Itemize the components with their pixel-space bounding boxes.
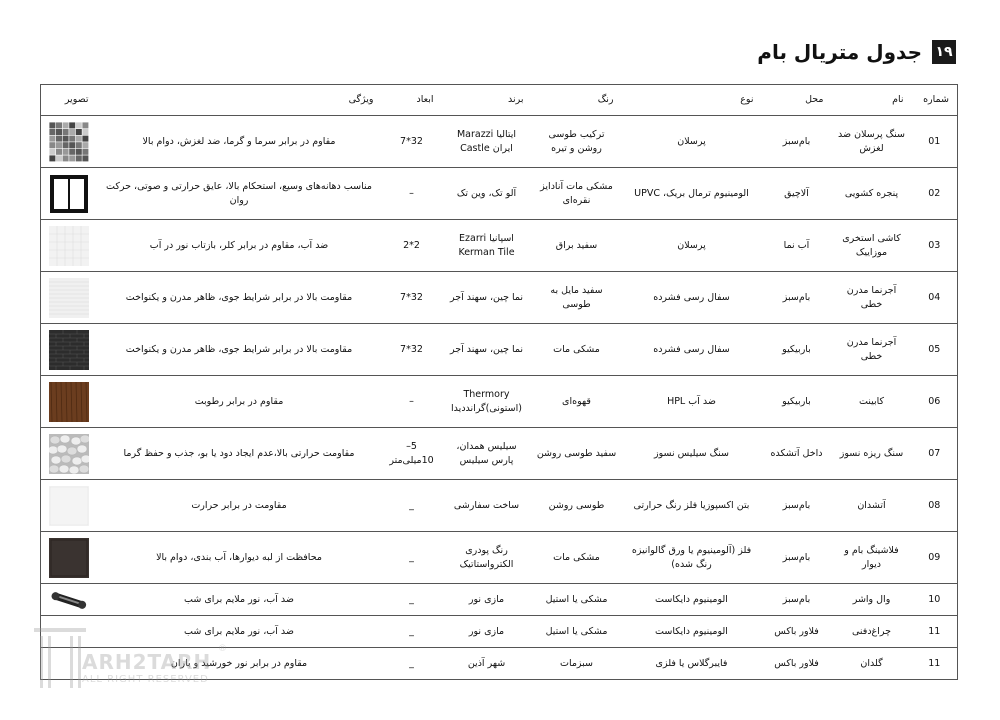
row-number: 01 [912, 116, 958, 168]
row-type: الومینیوم دایکاست [622, 616, 762, 648]
page-header [757, 40, 956, 64]
row-number: 11 [912, 616, 958, 648]
table-header-row [41, 85, 958, 116]
row-place: بام‌سبز [762, 272, 832, 324]
row-type: پرسلان [622, 116, 762, 168]
row-place: آب نما [762, 220, 832, 272]
row-brand: مازی نور [442, 584, 532, 616]
row-place: بام‌سبز [762, 116, 832, 168]
row-type: الومینیوم ترمال بریک، UPVC [622, 168, 762, 220]
row-image [41, 616, 97, 648]
row-brand: نما چین، سهند آجر [442, 272, 532, 324]
row-name: وال واشر [832, 584, 912, 616]
row-feature: مقاومت بالا در برابر شرایط جوی، ظاهر مدرن و یکنواخت [97, 324, 382, 376]
row-brand: رنگ پودری الکترواستاتیک [442, 532, 532, 584]
row-place: فلاور باکس [762, 616, 832, 648]
materials-table [40, 84, 958, 680]
row-color: طوسی روشن [532, 480, 622, 532]
row-type: سنگ سیلیس نسوز [622, 428, 762, 480]
row-color: سبز‌مات [532, 648, 622, 680]
row-feature: مقاوم در برابر نور خورشید و باران [97, 648, 382, 680]
row-image [41, 584, 97, 616]
row-image [41, 324, 97, 376]
row-name: چراغ‌دفنی [832, 616, 912, 648]
row-name: کابینت [832, 376, 912, 428]
row-image [41, 116, 97, 168]
row-image [41, 428, 97, 480]
row-number: 11 [912, 648, 958, 680]
row-dimensions: 32*7 [382, 272, 442, 324]
col-header-place: محل [762, 85, 832, 116]
row-dimensions: _ [382, 480, 442, 532]
row-number: 05 [912, 324, 958, 376]
row-image [41, 532, 97, 584]
row-name: پنجره کشویی [832, 168, 912, 220]
col-header-number: شماره [912, 85, 958, 116]
row-image [41, 272, 97, 324]
row-brand: اسپانیا Ezarri Kerman Tile [442, 220, 532, 272]
table-row [41, 168, 958, 220]
row-color: مشکی مات [532, 532, 622, 584]
row-brand: ایتالیا Marazzi ایران Castle [442, 116, 532, 168]
col-header-dimensions: ابعاد [382, 85, 442, 116]
row-place: بام‌سبز [762, 532, 832, 584]
row-type: فلز (آلومینیوم یا ورق گالوانیزه رنگ شده) [622, 532, 762, 584]
row-brand: سیلیس همدان، پارس سیلیس [442, 428, 532, 480]
row-image [41, 480, 97, 532]
row-color: سفید براق [532, 220, 622, 272]
row-name: گلدان [832, 648, 912, 680]
row-place: بام‌سبز [762, 480, 832, 532]
table-row [41, 584, 958, 616]
row-number: 08 [912, 480, 958, 532]
black-linear-brick-icon [45, 330, 93, 370]
row-type: سفال رسی فشرده [622, 272, 762, 324]
row-dimensions: _ [382, 532, 442, 584]
light-concrete-icon [45, 486, 93, 526]
row-brand: ساخت سفارشی [442, 480, 532, 532]
row-name: آجرنما مدرن خطی [832, 324, 912, 376]
watermark-rights: ALL RIGHT RESERVED [82, 674, 209, 685]
row-name: سنگ پرسلان ضد لغزش [832, 116, 912, 168]
row-type: سفال رسی فشرده [622, 324, 762, 376]
table-row [41, 648, 958, 680]
col-header-image: تصویر [41, 85, 97, 116]
row-place: آلاچیق [762, 168, 832, 220]
row-type: فایبرگلاس یا فلزی [622, 648, 762, 680]
row-color: قهوه‌ای [532, 376, 622, 428]
wall-washer-light-icon [45, 588, 93, 612]
row-feature: مقاومت در برابر حرارت [97, 480, 382, 532]
row-type: پرسلان [622, 220, 762, 272]
row-brand: Thermory (استونی)گرانددیدا [442, 376, 532, 428]
row-color: ترکیب طوسی روشن و تیره [532, 116, 622, 168]
row-feature: محافظت از لبه دیوارها، آب بندی، دوام بالا [97, 532, 382, 584]
row-feature: مقاوم در برابر سرما و گرما، ضد لغزش، دوام بالا [97, 116, 382, 168]
row-dimensions: – [382, 168, 442, 220]
row-number: 10 [912, 584, 958, 616]
row-place: باربیکیو [762, 324, 832, 376]
row-feature: ضد آب، نور ملایم برای شب [97, 616, 382, 648]
table-row [41, 428, 958, 480]
dark-metal-sheet-icon [45, 538, 93, 578]
row-image [41, 376, 97, 428]
col-header-name: نام [832, 85, 912, 116]
row-type: الومینیوم دایکاست [622, 584, 762, 616]
row-place: فلاور باکس [762, 648, 832, 680]
row-color: سفید طوسی روشن [532, 428, 622, 480]
row-dimensions: _ [382, 616, 442, 648]
row-feature: مقاومت بالا در برابر شرایط جوی، ظاهر مدرن و یکنواخت [97, 272, 382, 324]
row-image [41, 648, 97, 680]
row-type: ضد آب HPL [622, 376, 762, 428]
row-image [41, 168, 97, 220]
table-row [41, 324, 958, 376]
table-row [41, 116, 958, 168]
col-header-brand: برند [442, 85, 532, 116]
row-brand: مازی نور [442, 616, 532, 648]
row-brand: آلو تک، وین تک [442, 168, 532, 220]
row-dimensions: 32*7 [382, 324, 442, 376]
col-header-type: نوع [622, 85, 762, 116]
row-feature: ضد آب، نور ملایم برای شب [97, 584, 382, 616]
table-row [41, 480, 958, 532]
row-name: آجرنما مدرن خطی [832, 272, 912, 324]
brown-wood-panel-icon [45, 382, 93, 422]
table-row [41, 272, 958, 324]
watermark-brand: ARH2TARH [82, 650, 212, 674]
row-feature: مقاوم در برابر رطوبت [97, 376, 382, 428]
row-place: باربیکیو [762, 376, 832, 428]
row-name: آتشدان [832, 480, 912, 532]
row-color: سفید مایل به طوسی [532, 272, 622, 324]
row-image [41, 220, 97, 272]
row-feature: مناسب دهانه‌های وسیع، استحکام بالا، عایق حرارتی و صوتی، حرکت روان [97, 168, 382, 220]
black-sliding-window-icon [45, 174, 93, 214]
row-dimensions: 5–10میلی‌متر [382, 428, 442, 480]
row-color: مشکی مات [532, 324, 622, 376]
col-header-color: رنگ [532, 85, 622, 116]
white-linear-brick-icon [45, 278, 93, 318]
row-color: مشکی یا استیل [532, 584, 622, 616]
row-number: 03 [912, 220, 958, 272]
row-number: 06 [912, 376, 958, 428]
row-color: مشکی مات آنادایز نقره‌ای [532, 168, 622, 220]
row-feature: مقاومت حرارتی بالا،عدم ایجاد دود یا بو، جذب و حفظ گرما [97, 428, 382, 480]
row-dimensions: _ [382, 648, 442, 680]
row-dimensions: 32*7 [382, 116, 442, 168]
row-name: کاشی استخری موزاییک [832, 220, 912, 272]
watermark-registered-mark: ® [218, 644, 227, 654]
row-name: فلاشینگ بام و دیوار [832, 532, 912, 584]
row-dimensions: 2*2 [382, 220, 442, 272]
row-name: سنگ ریزه نسوز [832, 428, 912, 480]
row-number: 02 [912, 168, 958, 220]
row-feature: ضد آب، مقاوم در برابر کلر، بازتاب نور در آب [97, 220, 382, 272]
row-dimensions: _ [382, 584, 442, 616]
table-row [41, 376, 958, 428]
row-brand: شهر آذین [442, 648, 532, 680]
table-body [41, 116, 958, 680]
row-number: 07 [912, 428, 958, 480]
white-pebbles-icon [45, 434, 93, 474]
row-number: 04 [912, 272, 958, 324]
page-number-badge: ۱۹ [932, 40, 956, 64]
row-brand: نما چین، سهند آجر [442, 324, 532, 376]
row-number: 09 [912, 532, 958, 584]
row-place: داخل آتشکده [762, 428, 832, 480]
row-dimensions: – [382, 376, 442, 428]
white-mosaic-tile-icon [45, 226, 93, 266]
table-row [41, 616, 958, 648]
grey-mosaic-tile-icon [45, 122, 93, 162]
page-title: جدول متریال بام [757, 40, 922, 64]
table-row [41, 532, 958, 584]
row-color: مشکی یا استیل [532, 616, 622, 648]
row-type: بتن اکسپوزیا فلز رنگ حرارتی [622, 480, 762, 532]
table-row [41, 220, 958, 272]
row-place: بام‌سبز [762, 584, 832, 616]
col-header-feature: ویژگی [97, 85, 382, 116]
